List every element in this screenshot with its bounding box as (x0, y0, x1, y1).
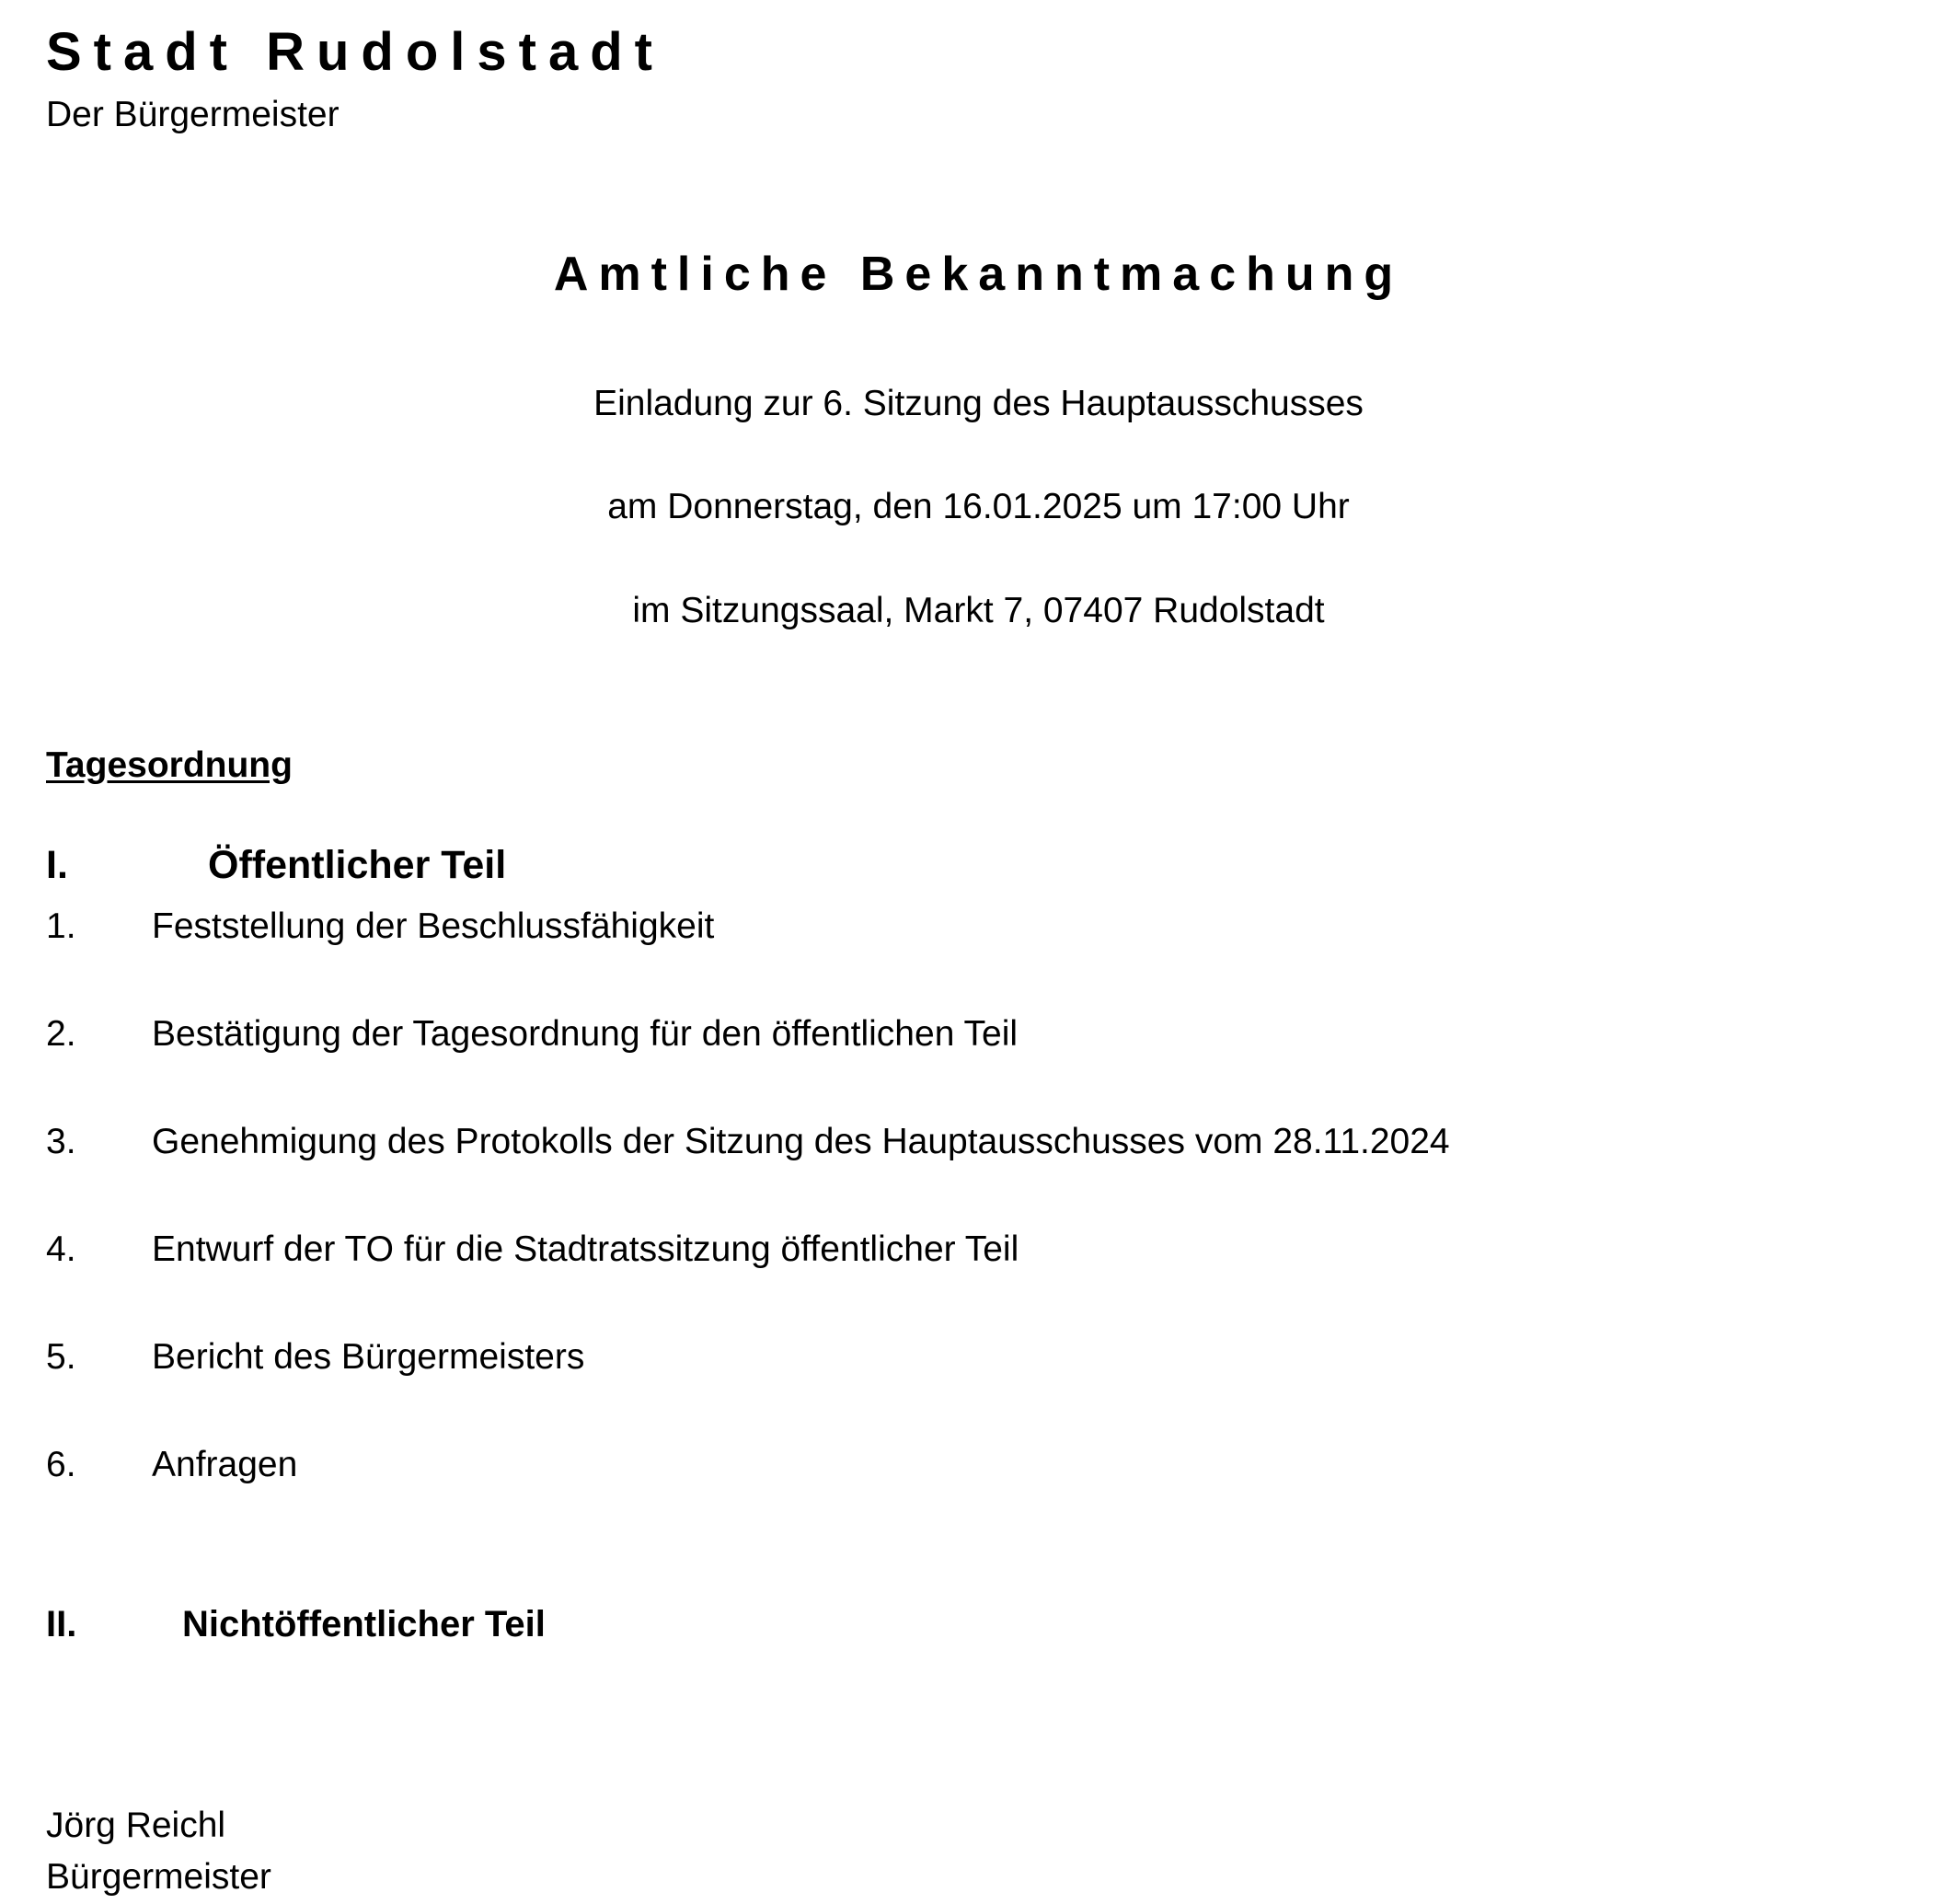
section-title: Öffentlicher Teil (208, 843, 507, 887)
meeting-date-line: am Donnerstag, den 16.01.2025 um 17:00 Uhr (607, 487, 1350, 526)
public-section-heading (46, 841, 506, 889)
meeting-location-line: im Sitzungssaal, Markt 7, 07407 Rudolstadt (632, 591, 1325, 630)
signatory-name: Jörg Reichl (46, 1806, 226, 1845)
agenda-item-text: Genehmigung des Protokolls der Sitzung des Hauptausschusses vom 28.11.2024 (152, 1122, 1450, 1161)
agenda-item (46, 1012, 1450, 1120)
section-number: II. (46, 1604, 77, 1644)
agenda-item (46, 1443, 1450, 1551)
agenda-item-number: 2. (46, 1014, 76, 1054)
department-name: Der Bürgermeister (46, 95, 340, 134)
signatory-role: Bürgermeister (46, 1857, 271, 1897)
agenda-item-number: 4. (46, 1229, 76, 1269)
agenda-item-number: 6. (46, 1445, 76, 1484)
notice-title: Amtliche Bekanntmachung (553, 248, 1404, 301)
agenda-item (46, 1120, 1450, 1228)
agenda-item-number: 3. (46, 1122, 76, 1161)
agenda-item (46, 905, 1450, 1012)
agenda-list (46, 905, 1450, 1551)
section-number: I. (46, 843, 68, 887)
agenda-item (46, 1335, 1450, 1443)
agenda-item-text: Bestätigung der Tagesordnung für den öffentlichen Teil (152, 1014, 1019, 1054)
agenda-item-text: Feststellung der Beschlussfähigkeit (152, 906, 715, 946)
agenda-heading: Tagesordnung (46, 745, 293, 785)
agenda-item-text: Anfragen (152, 1445, 298, 1484)
section-title: Nichtöffentlicher Teil (182, 1604, 546, 1644)
organization-name: Stadt Rudolstadt (46, 22, 664, 82)
private-section-heading (46, 1601, 546, 1647)
agenda-item-number: 5. (46, 1337, 76, 1377)
agenda-item (46, 1228, 1450, 1335)
agenda-item-number: 1. (46, 906, 76, 946)
agenda-item-text: Entwurf der TO für die Stadtratssitzung öffentlicher Teil (152, 1229, 1019, 1269)
invitation-line: Einladung zur 6. Sitzung des Hauptausschusses (593, 384, 1364, 423)
agenda-item-text: Bericht des Bürgermeisters (152, 1337, 585, 1377)
